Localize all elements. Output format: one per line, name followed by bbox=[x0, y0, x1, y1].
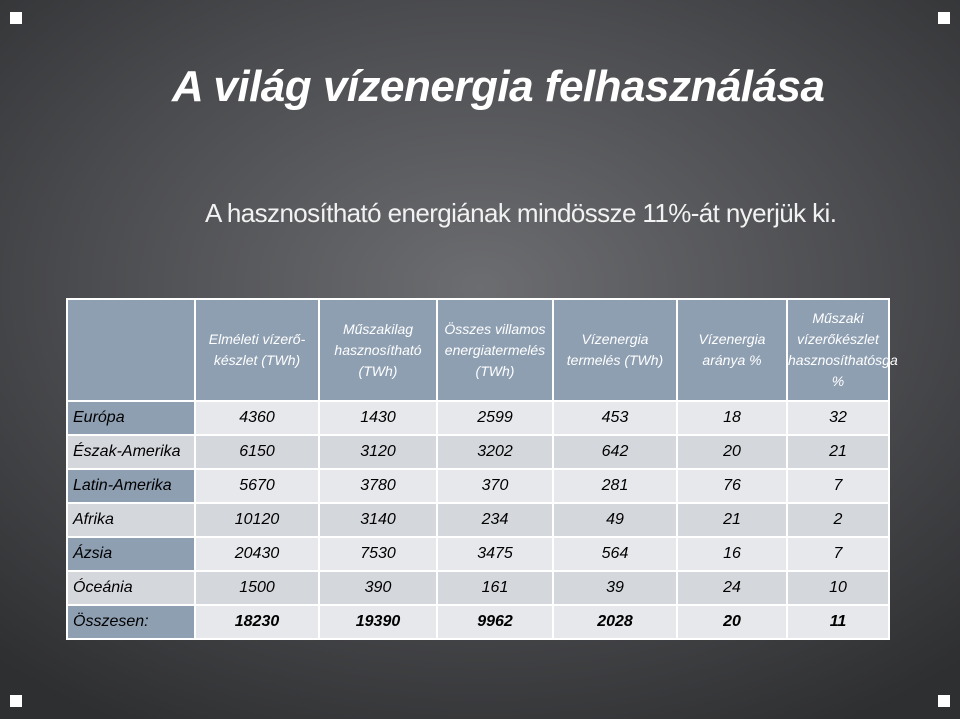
column-header-hydro-share: Vízenergia aránya % bbox=[677, 299, 787, 401]
column-header-total-generation: Összes villamos energiatermelés (TWh) bbox=[437, 299, 553, 401]
corner-marker-top-right bbox=[938, 12, 950, 24]
table-cell: 20 bbox=[677, 435, 787, 469]
table-header-corner bbox=[67, 299, 195, 401]
table-cell: 32 bbox=[787, 401, 889, 435]
column-header-theoretical: Elméleti vízerő-készlet (TWh) bbox=[195, 299, 319, 401]
table-cell: 76 bbox=[677, 469, 787, 503]
table-cell: 5670 bbox=[195, 469, 319, 503]
row-label: Észak-Amerika bbox=[67, 435, 195, 469]
table-cell: 16 bbox=[677, 537, 787, 571]
table-cell: 10120 bbox=[195, 503, 319, 537]
table-cell: 18230 bbox=[195, 605, 319, 639]
table-header-row bbox=[67, 299, 889, 401]
row-label: Afrika bbox=[67, 503, 195, 537]
table-cell: 564 bbox=[553, 537, 677, 571]
table-cell: 10 bbox=[787, 571, 889, 605]
table-cell: 6150 bbox=[195, 435, 319, 469]
row-label: Ázsia bbox=[67, 537, 195, 571]
table-cell: 4360 bbox=[195, 401, 319, 435]
table-cell: 1500 bbox=[195, 571, 319, 605]
table-cell: 1430 bbox=[319, 401, 437, 435]
table-cell: 3202 bbox=[437, 435, 553, 469]
table-cell: 21 bbox=[677, 503, 787, 537]
corner-marker-bottom-right bbox=[938, 695, 950, 707]
slide-subtitle: A hasznosítható energiának mindössze 11%-át nyerjük ki. bbox=[205, 198, 837, 228]
row-label: Összesen: bbox=[67, 605, 195, 639]
table-cell: 390 bbox=[319, 571, 437, 605]
corner-marker-bottom-left bbox=[10, 695, 22, 707]
table-cell: 3475 bbox=[437, 537, 553, 571]
table-cell: 161 bbox=[437, 571, 553, 605]
table-cell: 19390 bbox=[319, 605, 437, 639]
table-cell: 11 bbox=[787, 605, 889, 639]
table-cell: 7 bbox=[787, 537, 889, 571]
table-row bbox=[67, 503, 889, 537]
table-row bbox=[67, 537, 889, 571]
column-header-hydro-generation: Vízenergia termelés (TWh) bbox=[553, 299, 677, 401]
table-cell: 18 bbox=[677, 401, 787, 435]
table-cell: 3780 bbox=[319, 469, 437, 503]
table-cell: 7 bbox=[787, 469, 889, 503]
row-label: Óceánia bbox=[67, 571, 195, 605]
table-row bbox=[67, 469, 889, 503]
table-cell: 234 bbox=[437, 503, 553, 537]
table-cell: 2028 bbox=[553, 605, 677, 639]
table-cell: 281 bbox=[553, 469, 677, 503]
table-cell: 3120 bbox=[319, 435, 437, 469]
slide-title: A világ vízenergia felhasználása bbox=[172, 62, 825, 111]
corner-marker-top-left bbox=[10, 12, 22, 24]
table-cell: 370 bbox=[437, 469, 553, 503]
table-row bbox=[67, 435, 889, 469]
table-cell: 3140 bbox=[319, 503, 437, 537]
row-label: Latin-Amerika bbox=[67, 469, 195, 503]
table-cell: 642 bbox=[553, 435, 677, 469]
table-cell: 20 bbox=[677, 605, 787, 639]
table-cell: 20430 bbox=[195, 537, 319, 571]
hydropower-table bbox=[66, 298, 898, 640]
table-cell: 21 bbox=[787, 435, 889, 469]
table-cell: 24 bbox=[677, 571, 787, 605]
table-row bbox=[67, 401, 889, 435]
table-total-row bbox=[67, 605, 889, 639]
table-cell: 2599 bbox=[437, 401, 553, 435]
table-row bbox=[67, 571, 889, 605]
column-header-technical: Műszakilag hasznosítható (TWh) bbox=[319, 299, 437, 401]
row-label: Európa bbox=[67, 401, 195, 435]
table-cell: 2 bbox=[787, 503, 889, 537]
table-cell: 49 bbox=[553, 503, 677, 537]
table-cell: 9962 bbox=[437, 605, 553, 639]
table-cell: 39 bbox=[553, 571, 677, 605]
table-cell: 7530 bbox=[319, 537, 437, 571]
column-header-utilization: Műszaki vízerőkészlet hasznosíthatósga % bbox=[787, 299, 889, 401]
table-cell: 453 bbox=[553, 401, 677, 435]
